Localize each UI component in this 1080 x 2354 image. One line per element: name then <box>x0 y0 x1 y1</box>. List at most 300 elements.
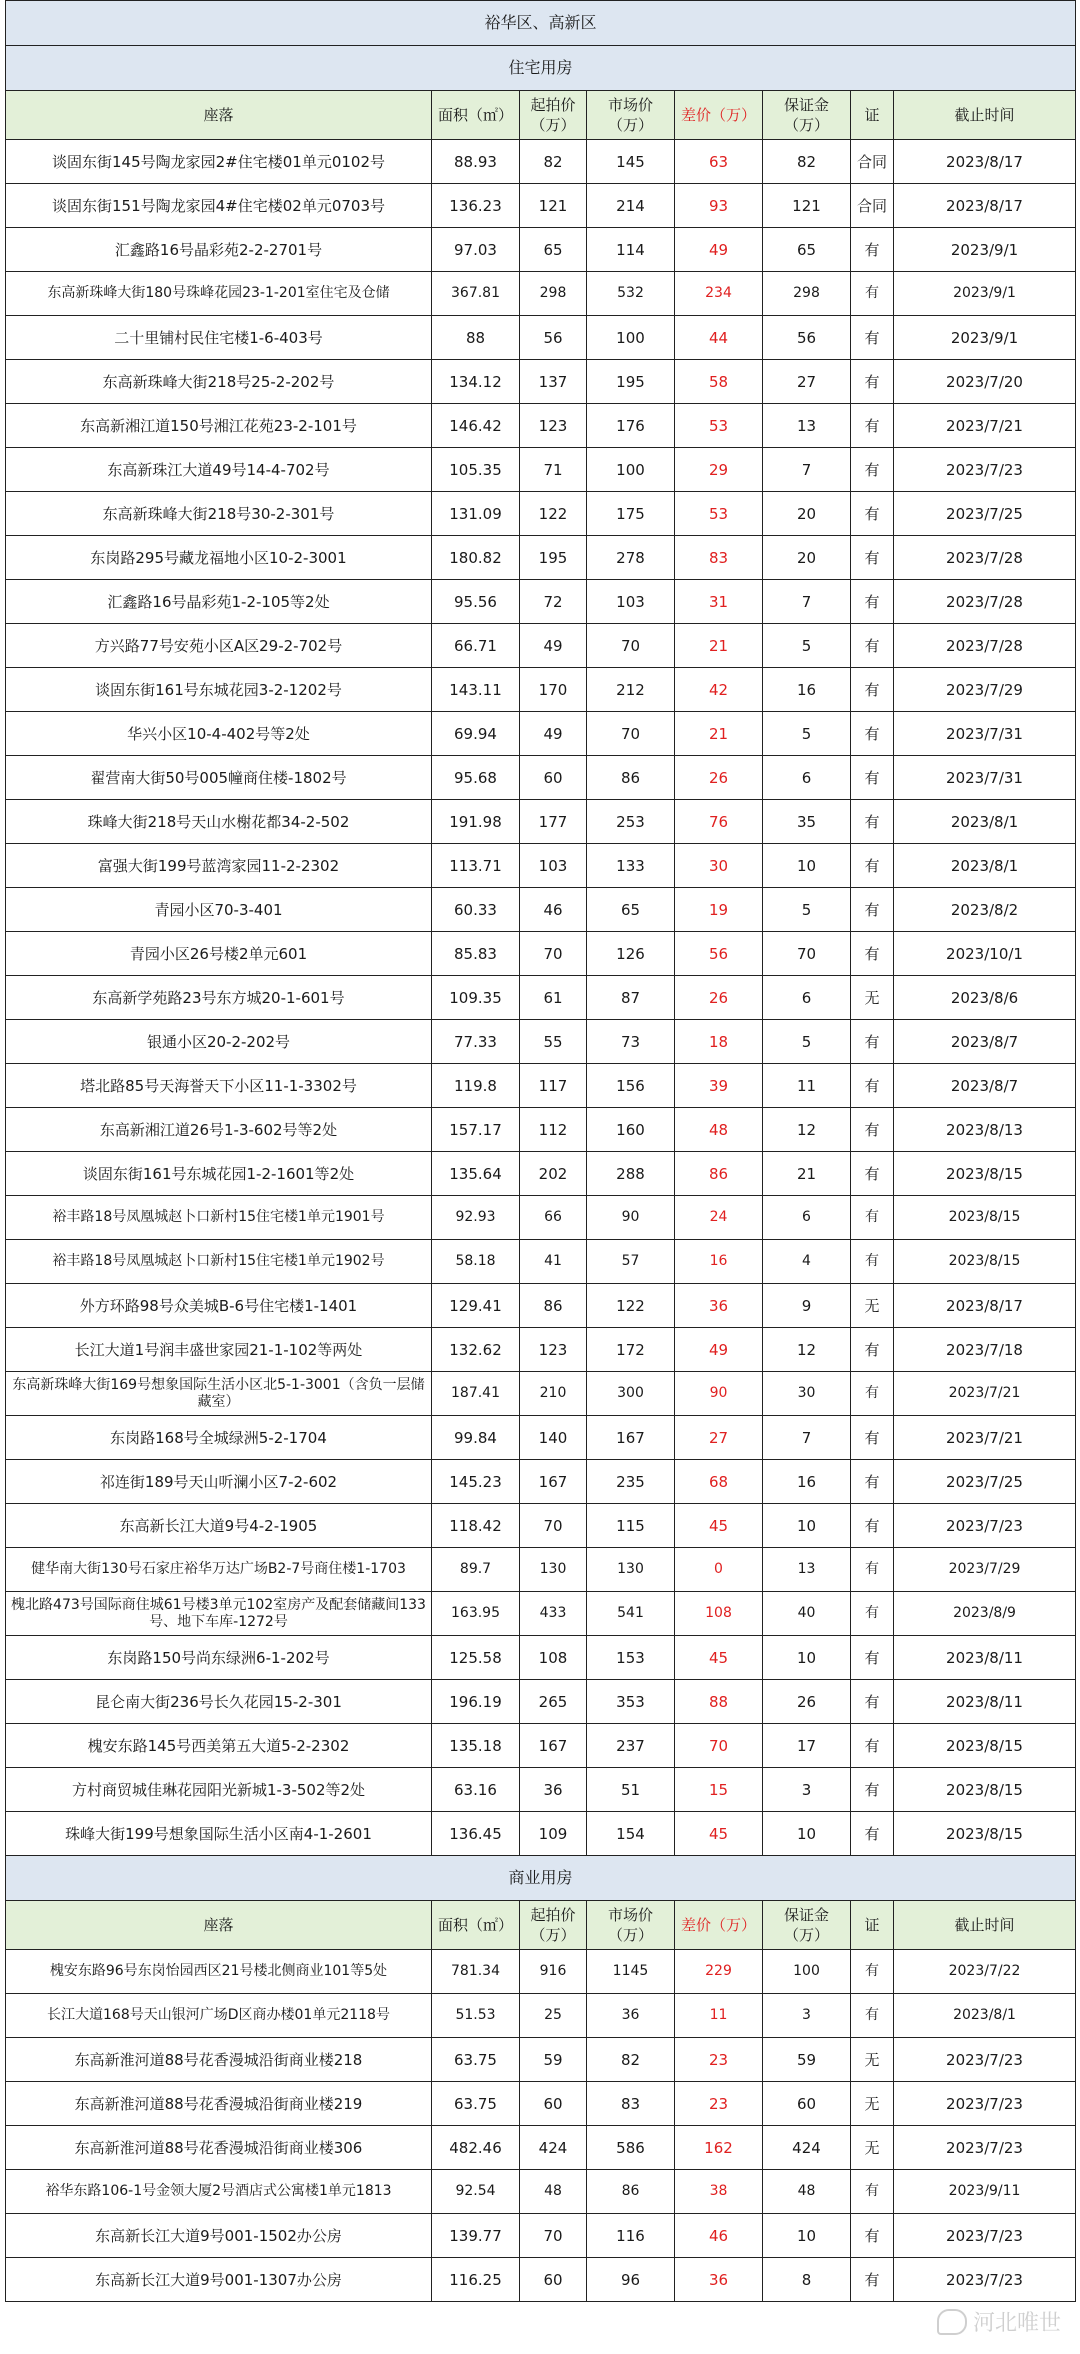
table-cell: 31 <box>675 580 763 624</box>
table-cell: 2023/7/23 <box>894 2214 1076 2258</box>
table-cell: 482.46 <box>432 2126 520 2170</box>
table-cell: 114 <box>587 228 675 272</box>
table-cell: 116.25 <box>432 2258 520 2302</box>
table-cell: 10 <box>763 1812 851 1856</box>
table-cell: 49 <box>520 624 587 668</box>
table-cell: 27 <box>763 360 851 404</box>
table-cell: 2023/8/15 <box>894 1724 1076 1768</box>
table-cell: 2023/7/23 <box>894 2082 1076 2126</box>
table-cell: 无 <box>851 2038 894 2082</box>
table-cell: 45 <box>675 1504 763 1548</box>
table-cell: 6 <box>763 756 851 800</box>
table-cell: 2023/7/29 <box>894 668 1076 712</box>
table-cell: 109.35 <box>432 976 520 1020</box>
table-cell: 118.42 <box>432 1504 520 1548</box>
table-cell: 56 <box>763 316 851 360</box>
table-cell: 298 <box>763 272 851 316</box>
table-cell: 2023/7/28 <box>894 536 1076 580</box>
table-cell: 160 <box>587 1108 675 1152</box>
table-row <box>6 1240 1076 1284</box>
table-cell: 122 <box>520 492 587 536</box>
table-cell: 汇鑫路16号晶彩苑1-2-105等2处 <box>6 580 432 624</box>
table-cell: 44 <box>675 316 763 360</box>
watermark-text: 河北唯世 <box>972 2311 1061 2336</box>
table-cell: 有 <box>851 888 894 932</box>
table-cell: 146.42 <box>432 404 520 448</box>
table-cell: 15 <box>675 1768 763 1812</box>
table-cell: 外方环路98号众美城B-6号住宅楼1-1401 <box>6 1284 432 1328</box>
table-row <box>6 976 1076 1020</box>
table-cell: 东高新长江大道9号4-2-1905 <box>6 1504 432 1548</box>
table-cell: 2023/7/21 <box>894 1416 1076 1460</box>
table-cell: 2023/8/17 <box>894 1284 1076 1328</box>
table-cell: 16 <box>763 1460 851 1504</box>
table-cell: 无 <box>851 2082 894 2126</box>
table-cell: 谈固东街151号陶龙家园4#住宅楼02单元0703号 <box>6 184 432 228</box>
column-header: 证 <box>851 1901 894 1950</box>
table-cell: 265 <box>520 1680 587 1724</box>
table-cell: 2023/8/1 <box>894 1994 1076 2038</box>
table-cell: 70 <box>587 624 675 668</box>
table-cell: 781.34 <box>432 1950 520 1994</box>
table-cell: 东高新学苑路23号东方城20-1-601号 <box>6 976 432 1020</box>
table-cell: 1145 <box>587 1950 675 1994</box>
table-cell: 72 <box>520 580 587 624</box>
table-cell: 2023/7/23 <box>894 2258 1076 2302</box>
table-cell: 有 <box>851 668 894 712</box>
table-cell: 82 <box>587 2038 675 2082</box>
table-row <box>6 2038 1076 2082</box>
table-cell: 2023/9/1 <box>894 316 1076 360</box>
table-cell: 有 <box>851 1108 894 1152</box>
table-cell: 有 <box>851 1592 894 1636</box>
table-cell: 170 <box>520 668 587 712</box>
table-cell: 96 <box>587 2258 675 2302</box>
table-cell: 119.8 <box>432 1064 520 1108</box>
table-cell: 125.58 <box>432 1636 520 1680</box>
table-cell: 278 <box>587 536 675 580</box>
table-cell: 113.71 <box>432 844 520 888</box>
table-cell: 121 <box>520 184 587 228</box>
table-cell: 2023/8/11 <box>894 1636 1076 1680</box>
table-row <box>6 492 1076 536</box>
table-cell: 东岗路150号尚东绿洲6-1-202号 <box>6 1636 432 1680</box>
table-cell: 65 <box>587 888 675 932</box>
table-cell: 塔北路85号天海誉天下小区11-1-3302号 <box>6 1064 432 1108</box>
table-cell: 9 <box>763 1284 851 1328</box>
table-cell: 谈固东街161号东城花园1-2-1601等2处 <box>6 1152 432 1196</box>
table-row <box>6 448 1076 492</box>
table-cell: 176 <box>587 404 675 448</box>
table-cell: 85.83 <box>432 932 520 976</box>
table-cell: 2023/8/2 <box>894 888 1076 932</box>
table-cell: 有 <box>851 1020 894 1064</box>
table-cell: 2023/7/25 <box>894 1460 1076 1504</box>
table-cell: 2023/7/28 <box>894 580 1076 624</box>
table-cell: 180.82 <box>432 536 520 580</box>
table-cell: 东高新长江大道9号001-1307办公房 <box>6 2258 432 2302</box>
table-cell: 合同 <box>851 140 894 184</box>
table-cell: 东高新淮河道88号花香漫城沿街商业楼218 <box>6 2038 432 2082</box>
column-header: 起拍价（万） <box>520 91 587 140</box>
table-cell: 367.81 <box>432 272 520 316</box>
table-cell: 58.18 <box>432 1240 520 1284</box>
table-row <box>6 2082 1076 2126</box>
table-cell: 2023/7/31 <box>894 712 1076 756</box>
table-cell: 40 <box>763 1592 851 1636</box>
table-cell: 21 <box>675 712 763 756</box>
column-header: 市场价（万） <box>587 91 675 140</box>
table-row <box>6 228 1076 272</box>
table-cell: 195 <box>520 536 587 580</box>
table-cell: 有 <box>851 1152 894 1196</box>
table-cell: 东岗路168号全城绿洲5-2-1704 <box>6 1416 432 1460</box>
table-row <box>6 360 1076 404</box>
table-row <box>6 2214 1076 2258</box>
table-cell: 130 <box>520 1548 587 1592</box>
table-cell: 235 <box>587 1460 675 1504</box>
table-cell: 有 <box>851 1064 894 1108</box>
table-cell: 133 <box>587 844 675 888</box>
table-cell: 86 <box>587 756 675 800</box>
table-cell: 103 <box>587 580 675 624</box>
column-header: 起拍价（万） <box>520 1901 587 1950</box>
table-cell: 88 <box>675 1680 763 1724</box>
table-cell: 2023/7/20 <box>894 360 1076 404</box>
table-row <box>6 1548 1076 1592</box>
table-cell: 93 <box>675 184 763 228</box>
table-cell: 2023/8/1 <box>894 800 1076 844</box>
table-cell: 13 <box>763 1548 851 1592</box>
table-cell: 2023/8/9 <box>894 1592 1076 1636</box>
table-row <box>6 1768 1076 1812</box>
table-cell: 汇鑫路16号晶彩苑2-2-2701号 <box>6 228 432 272</box>
table-cell: 92.93 <box>432 1196 520 1240</box>
table-cell: 18 <box>675 1020 763 1064</box>
table-cell: 60 <box>520 2258 587 2302</box>
table-cell: 123 <box>520 404 587 448</box>
table-cell: 东高新湘江道150号湘江花苑23-2-101号 <box>6 404 432 448</box>
table-cell: 有 <box>851 1328 894 1372</box>
table-cell: 424 <box>763 2126 851 2170</box>
table-cell: 70 <box>587 712 675 756</box>
section-title: 住宅用房 <box>6 46 1076 91</box>
table-cell: 100 <box>587 448 675 492</box>
table-row <box>6 580 1076 624</box>
table-cell: 有 <box>851 2214 894 2258</box>
table-cell: 有 <box>851 1372 894 1416</box>
table-cell: 70 <box>520 932 587 976</box>
table-cell: 63.75 <box>432 2082 520 2126</box>
table-cell: 109 <box>520 1812 587 1856</box>
table-cell: 2023/7/18 <box>894 1328 1076 1372</box>
table-cell: 23 <box>675 2038 763 2082</box>
column-header: 截止时间 <box>894 1901 1076 1950</box>
table-row <box>6 624 1076 668</box>
table-cell: 4 <box>763 1240 851 1284</box>
table-row <box>6 1328 1076 1372</box>
table-cell: 0 <box>675 1548 763 1592</box>
table-cell: 117 <box>520 1064 587 1108</box>
table-cell: 11 <box>675 1994 763 2038</box>
table-cell: 60 <box>520 756 587 800</box>
section-title-row <box>6 46 1076 91</box>
table-cell: 有 <box>851 712 894 756</box>
table-cell: 有 <box>851 1504 894 1548</box>
table-cell: 12 <box>763 1328 851 1372</box>
table-cell: 7 <box>763 448 851 492</box>
table-cell: 212 <box>587 668 675 712</box>
table-cell: 2023/8/6 <box>894 976 1076 1020</box>
table-body <box>6 1 1076 2302</box>
table-cell: 70 <box>520 2214 587 2258</box>
table-cell: 59 <box>763 2038 851 2082</box>
table-cell: 有 <box>851 1680 894 1724</box>
table-row <box>6 316 1076 360</box>
table-cell: 41 <box>520 1240 587 1284</box>
section-title-row <box>6 1856 1076 1901</box>
table-row <box>6 1064 1076 1108</box>
table-row <box>6 1812 1076 1856</box>
table-cell: 合同 <box>851 184 894 228</box>
table-cell: 56 <box>675 932 763 976</box>
table-cell: 63.16 <box>432 1768 520 1812</box>
table-cell: 2023/9/11 <box>894 2170 1076 2214</box>
table-cell: 234 <box>675 272 763 316</box>
table-cell: 有 <box>851 1548 894 1592</box>
table-cell: 2023/8/15 <box>894 1196 1076 1240</box>
table-cell: 30 <box>675 844 763 888</box>
table-cell: 162 <box>675 2126 763 2170</box>
header-row <box>6 1901 1076 1950</box>
table-row <box>6 1196 1076 1240</box>
table-cell: 11 <box>763 1064 851 1108</box>
table-cell: 东高新长江大道9号001-1502办公房 <box>6 2214 432 2258</box>
table-cell: 12 <box>763 1108 851 1152</box>
table-cell: 24 <box>675 1196 763 1240</box>
table-cell: 167 <box>520 1460 587 1504</box>
table-cell: 东高新珠峰大街218号30-2-301号 <box>6 492 432 536</box>
column-header: 差价（万） <box>675 91 763 140</box>
table-cell: 20 <box>763 492 851 536</box>
table-cell: 2023/7/21 <box>894 404 1076 448</box>
table-cell: 23 <box>675 2082 763 2126</box>
table-cell: 富强大街199号蓝湾家园11-2-2302 <box>6 844 432 888</box>
table-cell: 26 <box>675 976 763 1020</box>
table-cell: 21 <box>675 624 763 668</box>
table-cell: 87 <box>587 976 675 1020</box>
table-cell: 无 <box>851 2126 894 2170</box>
table-cell: 有 <box>851 2258 894 2302</box>
table-cell: 裕华东路106-1号金领大厦2号酒店式公寓楼1单元1813 <box>6 2170 432 2214</box>
table-cell: 有 <box>851 1768 894 1812</box>
table-cell: 2023/7/23 <box>894 2038 1076 2082</box>
table-cell: 东高新珠峰大街218号25-2-202号 <box>6 360 432 404</box>
table-cell: 122 <box>587 1284 675 1328</box>
table-cell: 157.17 <box>432 1108 520 1152</box>
auction-listing <box>5 0 1075 2336</box>
table-cell: 60 <box>520 2082 587 2126</box>
table-cell: 2023/8/15 <box>894 1152 1076 1196</box>
table-cell: 156 <box>587 1064 675 1108</box>
table-cell: 谈固东街161号东城花园3-2-1202号 <box>6 668 432 712</box>
table-cell: 126 <box>587 932 675 976</box>
table-cell: 2023/7/23 <box>894 1504 1076 1548</box>
table-cell: 97.03 <box>432 228 520 272</box>
table-cell: 300 <box>587 1372 675 1416</box>
table-cell: 88 <box>432 316 520 360</box>
table-cell: 177 <box>520 800 587 844</box>
table-cell: 298 <box>520 272 587 316</box>
table-cell: 214 <box>587 184 675 228</box>
table-cell: 69.94 <box>432 712 520 756</box>
table-cell: 方兴路77号安苑小区A区29-2-702号 <box>6 624 432 668</box>
table-cell: 105.35 <box>432 448 520 492</box>
table-cell: 长江大道1号润丰盛世家园21-1-102等两处 <box>6 1328 432 1372</box>
table-row <box>6 932 1076 976</box>
table-cell: 70 <box>520 1504 587 1548</box>
table-cell: 433 <box>520 1592 587 1636</box>
header-row <box>6 91 1076 140</box>
table-cell: 130 <box>587 1548 675 1592</box>
table-cell: 175 <box>587 492 675 536</box>
table-cell: 66.71 <box>432 624 520 668</box>
table-cell: 青园小区70-3-401 <box>6 888 432 932</box>
table-cell: 华兴小区10-4-402号等2处 <box>6 712 432 756</box>
table-cell: 51.53 <box>432 1994 520 2038</box>
table-row <box>6 1284 1076 1328</box>
table-cell: 祁连街189号天山听澜小区7-2-602 <box>6 1460 432 1504</box>
table-cell: 134.12 <box>432 360 520 404</box>
table-cell: 92.54 <box>432 2170 520 2214</box>
table-cell: 有 <box>851 580 894 624</box>
table-row <box>6 184 1076 228</box>
table-cell: 青园小区26号楼2单元601 <box>6 932 432 976</box>
table-cell: 42 <box>675 668 763 712</box>
table-cell: 48 <box>675 1108 763 1152</box>
table-cell: 6 <box>763 1196 851 1240</box>
table-cell: 有 <box>851 756 894 800</box>
table-cell: 2023/8/17 <box>894 140 1076 184</box>
table-cell: 143.11 <box>432 668 520 712</box>
table-cell: 103 <box>520 844 587 888</box>
table-cell: 49 <box>675 228 763 272</box>
table-cell: 有 <box>851 1950 894 1994</box>
table-cell: 2023/7/25 <box>894 492 1076 536</box>
table-cell: 53 <box>675 404 763 448</box>
table-cell: 13 <box>763 404 851 448</box>
table-cell: 东高新珠峰大街180号珠峰花园23-1-201室住宅及仓储 <box>6 272 432 316</box>
column-header: 证 <box>851 91 894 140</box>
wechat-icon <box>937 2309 967 2335</box>
table-cell: 55 <box>520 1020 587 1064</box>
table-cell: 135.64 <box>432 1152 520 1196</box>
table-cell: 有 <box>851 360 894 404</box>
table-row <box>6 888 1076 932</box>
table-row <box>6 272 1076 316</box>
table-cell: 有 <box>851 228 894 272</box>
table-cell: 89.7 <box>432 1548 520 1592</box>
table-cell: 63 <box>675 140 763 184</box>
table-cell: 有 <box>851 272 894 316</box>
table-cell: 145.23 <box>432 1460 520 1504</box>
table-cell: 30 <box>763 1372 851 1416</box>
table-cell: 有 <box>851 1460 894 1504</box>
table-cell: 16 <box>763 668 851 712</box>
table-cell: 方村商贸城佳琳花园阳光新城1-3-502等2处 <box>6 1768 432 1812</box>
table-cell: 26 <box>675 756 763 800</box>
table-cell: 167 <box>520 1724 587 1768</box>
watermark <box>937 2306 1061 2337</box>
table-cell: 191.98 <box>432 800 520 844</box>
table-cell: 172 <box>587 1328 675 1372</box>
table-cell: 48 <box>763 2170 851 2214</box>
table-cell: 70 <box>763 932 851 976</box>
table-cell: 有 <box>851 1994 894 2038</box>
table-row <box>6 1152 1076 1196</box>
table-cell: 2023/8/7 <box>894 1020 1076 1064</box>
table-cell: 昆仑南大街236号长久花园15-2-301 <box>6 1680 432 1724</box>
table-cell: 132.62 <box>432 1328 520 1372</box>
table-cell: 136.23 <box>432 184 520 228</box>
table-row <box>6 1724 1076 1768</box>
table-cell: 83 <box>675 536 763 580</box>
table-cell: 2023/7/23 <box>894 2126 1076 2170</box>
table-cell: 121 <box>763 184 851 228</box>
table-cell: 187.41 <box>432 1372 520 1416</box>
table-cell: 有 <box>851 844 894 888</box>
table-cell: 60 <box>763 2082 851 2126</box>
table-cell: 195 <box>587 360 675 404</box>
table-cell: 有 <box>851 448 894 492</box>
table-cell: 36 <box>520 1768 587 1812</box>
table-cell: 二十里铺村民住宅楼1-6-403号 <box>6 316 432 360</box>
table-cell: 26 <box>763 1680 851 1724</box>
table-cell: 86 <box>587 2170 675 2214</box>
table-cell: 112 <box>520 1108 587 1152</box>
table-row <box>6 1504 1076 1548</box>
table-cell: 36 <box>675 1284 763 1328</box>
table-cell: 51 <box>587 1768 675 1812</box>
table-cell: 916 <box>520 1950 587 1994</box>
table-cell: 东岗路295号藏龙福地小区10-2-3001 <box>6 536 432 580</box>
column-header: 保证金（万） <box>763 91 851 140</box>
column-header: 面积（㎡） <box>432 91 520 140</box>
table-cell: 2023/7/21 <box>894 1372 1076 1416</box>
column-header: 保证金（万） <box>763 1901 851 1950</box>
table-cell: 153 <box>587 1636 675 1680</box>
table-cell: 53 <box>675 492 763 536</box>
table-cell: 90 <box>587 1196 675 1240</box>
table-cell: 60.33 <box>432 888 520 932</box>
table-cell: 裕丰路18号凤凰城赵卜口新村15住宅楼1单元1902号 <box>6 1240 432 1284</box>
table-cell: 49 <box>520 712 587 756</box>
table-cell: 10 <box>763 1504 851 1548</box>
table-cell: 有 <box>851 1416 894 1460</box>
table-cell: 有 <box>851 1240 894 1284</box>
table-cell: 123 <box>520 1328 587 1372</box>
column-header: 差价（万） <box>675 1901 763 1950</box>
table-cell: 2023/8/15 <box>894 1768 1076 1812</box>
table-cell: 76 <box>675 800 763 844</box>
table-row <box>6 1950 1076 1994</box>
table-cell: 27 <box>675 1416 763 1460</box>
table-cell: 167 <box>587 1416 675 1460</box>
table-cell: 46 <box>675 2214 763 2258</box>
table-cell: 71 <box>520 448 587 492</box>
table-cell: 95.56 <box>432 580 520 624</box>
table-cell: 东高新淮河道88号花香漫城沿街商业楼219 <box>6 2082 432 2126</box>
